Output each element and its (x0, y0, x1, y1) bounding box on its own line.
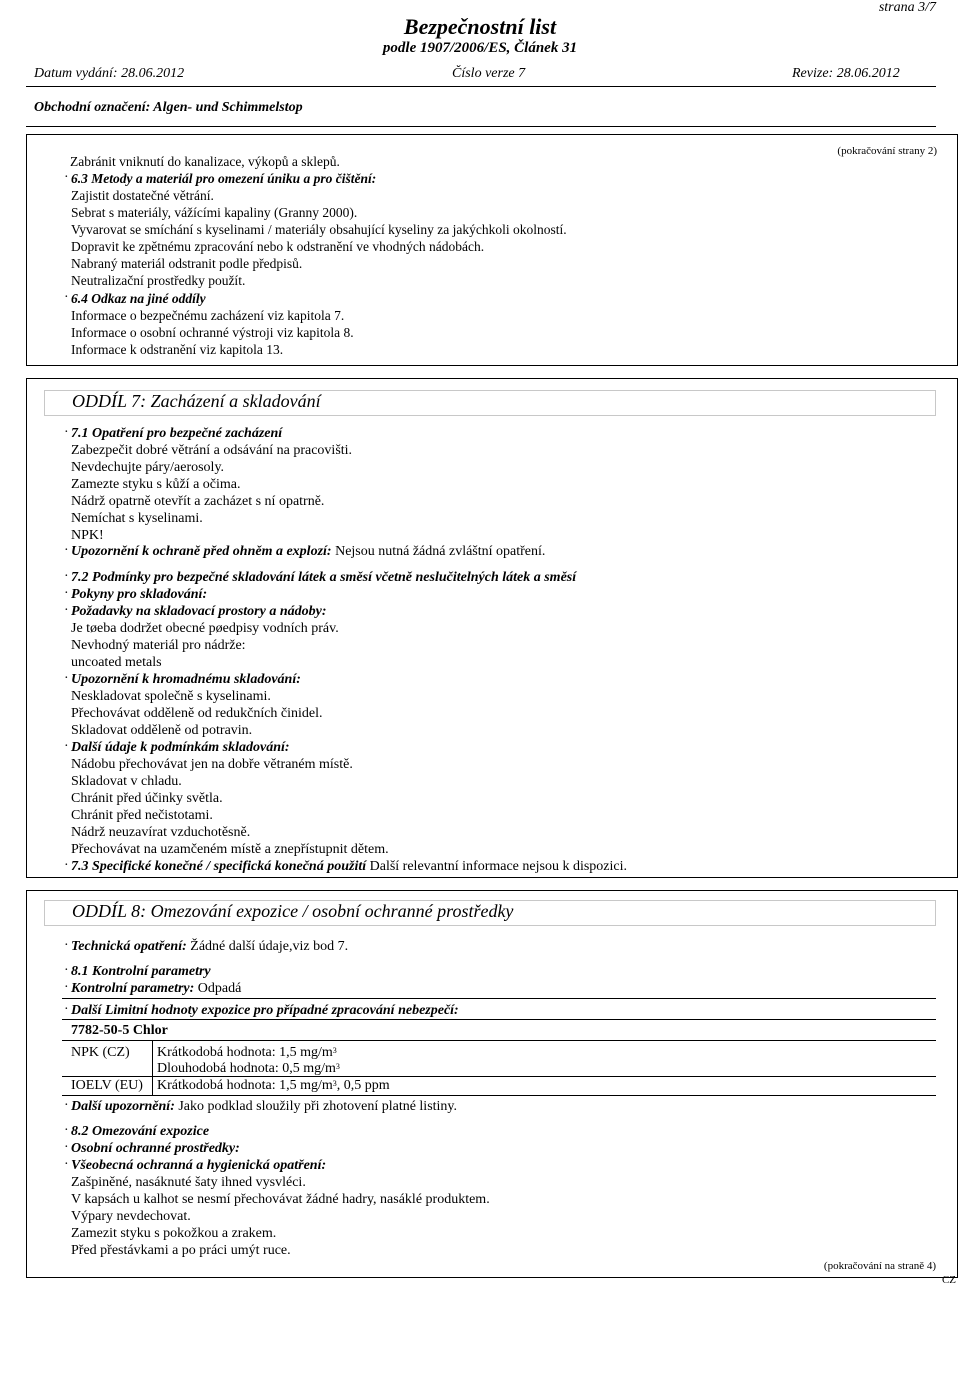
bullet: · (64, 671, 69, 686)
text-line: Chránit před nečistotami. (71, 808, 213, 823)
specific-end-use-text: Další relevantní informace nejsou k dispozici. (369, 859, 627, 874)
section-8-heading: ODDÍL 8: Omezování expozice / osobní ochranné prostředky (72, 901, 514, 921)
bullet: · (64, 1098, 69, 1113)
bullet: · (64, 586, 69, 601)
text-line: Sebrat s materiály, vážícími kapaliny (Granny 2000). (71, 205, 358, 220)
subheading-8-1: 8.1 Kontrolní parametry (71, 964, 211, 979)
bullet: · (64, 1157, 69, 1172)
text-line: Zajistit dostatečné větrání. (71, 188, 214, 203)
revision-date: Revize: 28.06.2012 (792, 66, 900, 81)
text-line: Nevdechujte páry/aerosoly. (71, 460, 225, 475)
bullet: · (64, 170, 69, 185)
specific-end-use-line (71, 858, 627, 875)
continued-next: (pokračování na straně 4) (823, 1260, 936, 1272)
technical-measures-line (71, 938, 348, 955)
text-line: Skladovat v chladu. (71, 774, 182, 789)
text-line: Nádrž opatrně otevřít a zacházet s ní opatrně. (71, 494, 325, 509)
text-line: Výpary nevdechovat. (71, 1209, 191, 1224)
header-divider (26, 86, 936, 87)
text-line: V kapsách u kalhot se nesmí přechovávat žádné hadry, nasáklé produktem. (71, 1192, 490, 1207)
table-rule (62, 1040, 936, 1041)
text-line: NPK! (71, 528, 104, 543)
text-line: Zašpiněné, nasáknuté šaty ihned vysvléci. (71, 1175, 306, 1190)
table-rule (62, 1019, 936, 1020)
text-line: Skladovat odděleně od potravin. (71, 723, 253, 738)
bullet: · (64, 1140, 69, 1155)
text-line: Je tøeba dodržet obecné pøedpisy vodních práv. (71, 621, 339, 636)
bullet: · (64, 1123, 69, 1138)
additional-notes-label: Další upozornění: (71, 1099, 175, 1114)
language-code: CZ (941, 1274, 956, 1286)
text-line: Informace o bezpečnému zacházení viz kapitola 7. (71, 308, 345, 323)
additional-notes-text: Jako podklad sloužily při zhotovení platné listiny. (178, 1099, 458, 1114)
table-column-divider (152, 1041, 153, 1095)
storage-requirements-label: Požadavky na skladovací prostory a nádoby: (71, 604, 327, 619)
fire-protection-line (71, 543, 545, 560)
text-line: Přechovávat na uzamčeném místě a znepřístupnit dětem. (71, 842, 389, 857)
text-line: Zabezpečit dobré větrání a odsávání na pracovišti. (71, 443, 353, 458)
issue-date: Datum vydání: 28.06.2012 (34, 66, 185, 81)
bullet: · (64, 1002, 69, 1017)
version-number: Číslo verze 7 (452, 66, 526, 81)
limit-label-npk: NPK (CZ) (71, 1045, 130, 1060)
limit-value: Krátkodobá hodnota: 1,5 $mg/m^3$ (157, 1045, 337, 1060)
bulk-storage-label: Upozornění k hromadnému skladování: (71, 672, 301, 687)
document-subtitle: podle 1907/2006/ES, Článek 31 (382, 40, 578, 56)
text-line: Nádrž neuzavírat vzduchotěsně. (71, 825, 251, 840)
substance-name: 7782-50-5 Chlor (71, 1023, 168, 1038)
subheading-6-3: 6.3 Metody a materiál pro omezení úniku a pro čištění: (71, 171, 377, 186)
bullet: · (64, 938, 69, 953)
bullet: · (64, 858, 69, 873)
limit-label-ioelv: IOELV (EU) (71, 1078, 143, 1093)
text-line: Informace o osobní ochranné výstroji viz kapitola 8. (71, 325, 354, 340)
text-line: Chránit před účinky světla. (71, 791, 223, 806)
bullet: · (64, 290, 69, 305)
text-line: Nabraný materiál odstranit podle předpisů. (71, 256, 303, 271)
text-line: Vyvarovat se smíchání s kyselinami / materiály obsahující kyseliny za jakýchkoli okolností. (71, 222, 567, 237)
text-line: Zamezte styku s kůží a očima. (71, 477, 241, 492)
storage-instructions-label: Pokyny pro skladování: (71, 587, 208, 602)
bullet: · (64, 739, 69, 754)
text-line: Nádobu přechovávat jen na dobře větraném místě. (71, 757, 353, 772)
bullet: · (64, 569, 69, 584)
additional-notes-line (71, 1098, 457, 1115)
text-line: Zabránit vniknutí do kanalizace, výkopů a sklepů. (70, 154, 340, 169)
text-line: Přechovávat odděleně od redukčních činidel. (71, 706, 323, 721)
section-7-heading: ODDÍL 7: Zacházení a skladování (72, 391, 321, 411)
table-rule (62, 998, 936, 999)
technical-measures-text: Žádné další údaje,viz bod 7. (190, 939, 349, 954)
table-rule (62, 1095, 936, 1096)
subheading-8-2: 8.2 Omezování expozice (71, 1124, 210, 1139)
trade-name: Obchodní označení: Algen- und Schimmelstop (34, 100, 303, 115)
exposure-limits-label: Další Limitní hodnoty expozice pro případné zpracování nebezpečí: (71, 1003, 459, 1018)
limit-value: Krátkodobá hodnota: 1,5 $mg/m^3$, 0,5 ppm (157, 1078, 390, 1093)
text-line: Informace k odstranění viz kapitola 13. (71, 342, 284, 357)
text-line: Neskladovat společně s kyselinami. (71, 689, 271, 704)
control-parameters-line (71, 980, 241, 997)
control-parameters-label: Kontrolní parametry: (71, 981, 195, 996)
text-line: Neutralizační prostředky použít. (71, 273, 246, 288)
subheading-6-4: 6.4 Odkaz na jiné oddíly (71, 291, 206, 306)
further-storage-label: Další údaje k podmínkám skladování: (71, 740, 290, 755)
hygiene-label: Všeobecná ochranná a hygienická opatření: (71, 1158, 327, 1173)
text-line: Zamezit styku s pokožkou a zrakem. (71, 1226, 277, 1241)
subheading-7-2: 7.2 Podmínky pro bezpečné skladování látek a směsí včetně neslučitelných látek a směsí (71, 570, 577, 585)
ppe-label: Osobní ochranné prostředky: (71, 1141, 240, 1156)
text-line: Nemíchat s kyselinami. (71, 511, 203, 526)
specific-end-use-label: 7.3 Specifické konečné / specifická konečná použití (71, 859, 367, 874)
header-divider-2 (26, 126, 936, 127)
bullet: · (64, 963, 69, 978)
text-line: Dopravit ke zpětnému zpracování nebo k odstranění ve vhodných nádobách. (71, 239, 485, 254)
bullet: · (64, 543, 69, 558)
control-parameters-text: Odpadá (197, 981, 242, 996)
continued-from: (pokračování strany 2) (837, 145, 937, 157)
document-title: Bezpečnostní list (403, 14, 557, 39)
text-line: uncoated metals (71, 655, 162, 670)
subheading-7-1: 7.1 Opatření pro bezpečné zacházení (71, 426, 283, 441)
technical-measures-label: Technická opatření: (71, 939, 187, 954)
fire-protection-label: Upozornění k ochraně před ohněm a explozí: (71, 544, 332, 559)
bullet: · (64, 425, 69, 440)
bullet: · (64, 603, 69, 618)
text-line: Nevhodný materiál pro nádrže: (71, 638, 246, 653)
limit-value: Dlouhodobá hodnota: 0,5 $mg/m^3$ (157, 1061, 340, 1076)
fire-protection-text: Nejsou nutná žádná zvláštní opatření. (335, 544, 546, 559)
bullet: · (64, 980, 69, 995)
text-line: Před přestávkami a po práci umýt ruce. (71, 1243, 291, 1258)
page-number: strana 3/7 (878, 0, 936, 15)
